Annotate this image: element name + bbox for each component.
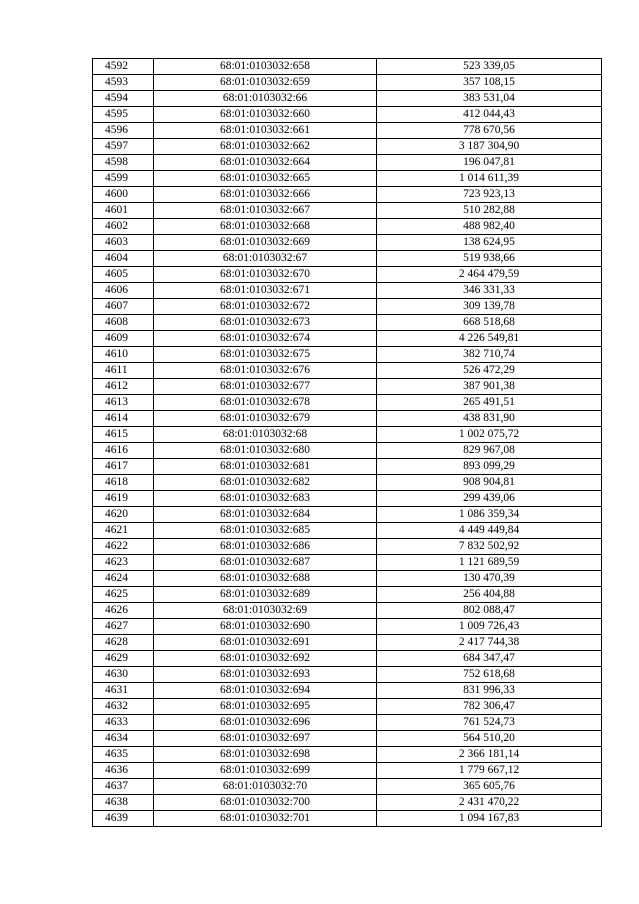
cadastral-value-cell: 1 009 726,43 (377, 619, 602, 635)
row-number-cell: 4604 (93, 251, 154, 267)
cadastral-value-cell: 752 618,68 (377, 667, 602, 683)
cadastral-value-cell: 3 187 304,90 (377, 139, 602, 155)
table-row (93, 507, 602, 523)
row-number-cell: 4606 (93, 283, 154, 299)
table-row (93, 203, 602, 219)
row-number-cell: 4635 (93, 747, 154, 763)
cadastral-value-cell: 387 901,38 (377, 379, 602, 395)
table-row (93, 683, 602, 699)
row-number-cell: 4615 (93, 427, 154, 443)
row-number-cell: 4633 (93, 715, 154, 731)
row-number-cell: 4613 (93, 395, 154, 411)
cadastral-value-cell: 1 121 689,59 (377, 555, 602, 571)
table-row (93, 587, 602, 603)
table-row (93, 59, 602, 75)
cadastral-number-cell: 68:01:0103032:681 (154, 459, 377, 475)
table-row (93, 251, 602, 267)
row-number-cell: 4597 (93, 139, 154, 155)
cadastral-value-cell: 2 417 744,38 (377, 635, 602, 651)
table-row (93, 107, 602, 123)
table-row (93, 267, 602, 283)
row-number-cell: 4594 (93, 91, 154, 107)
table-row (93, 539, 602, 555)
cadastral-value-cell: 1 086 359,34 (377, 507, 602, 523)
cadastral-value-cell: 893 099,29 (377, 459, 602, 475)
table-row (93, 747, 602, 763)
cadastral-number-cell: 68:01:0103032:691 (154, 635, 377, 651)
cadastral-value-table (92, 58, 602, 827)
cadastral-number-cell: 68:01:0103032:670 (154, 267, 377, 283)
row-number-cell: 4595 (93, 107, 154, 123)
cadastral-number-cell: 68:01:0103032:664 (154, 155, 377, 171)
table-row (93, 395, 602, 411)
row-number-cell: 4625 (93, 587, 154, 603)
table-row (93, 443, 602, 459)
table-row (93, 619, 602, 635)
row-number-cell: 4629 (93, 651, 154, 667)
cadastral-value-cell: 1 014 611,39 (377, 171, 602, 187)
table-row (93, 123, 602, 139)
cadastral-number-cell: 68:01:0103032:674 (154, 331, 377, 347)
cadastral-number-cell: 68:01:0103032:661 (154, 123, 377, 139)
cadastral-value-cell: 383 531,04 (377, 91, 602, 107)
table-row (93, 363, 602, 379)
row-number-cell: 4618 (93, 475, 154, 491)
table-row (93, 379, 602, 395)
row-number-cell: 4637 (93, 779, 154, 795)
table-row (93, 603, 602, 619)
row-number-cell: 4632 (93, 699, 154, 715)
cadastral-number-cell: 68:01:0103032:692 (154, 651, 377, 667)
row-number-cell: 4639 (93, 811, 154, 827)
row-number-cell: 4634 (93, 731, 154, 747)
cadastral-value-cell: 357 108,15 (377, 75, 602, 91)
cadastral-number-cell: 68:01:0103032:699 (154, 763, 377, 779)
cadastral-value-cell: 829 967,08 (377, 443, 602, 459)
cadastral-number-cell: 68:01:0103032:693 (154, 667, 377, 683)
table-row (93, 331, 602, 347)
table-row (93, 75, 602, 91)
cadastral-value-cell: 138 624,95 (377, 235, 602, 251)
table-row (93, 475, 602, 491)
row-number-cell: 4638 (93, 795, 154, 811)
cadastral-number-cell: 68:01:0103032:665 (154, 171, 377, 187)
cadastral-value-cell: 526 472,29 (377, 363, 602, 379)
cadastral-value-cell: 346 331,33 (377, 283, 602, 299)
cadastral-value-cell: 782 306,47 (377, 699, 602, 715)
table-row (93, 171, 602, 187)
table-row (93, 219, 602, 235)
cadastral-number-cell: 68:01:0103032:66 (154, 91, 377, 107)
table-row (93, 139, 602, 155)
cadastral-value-cell: 2 431 470,22 (377, 795, 602, 811)
cadastral-value-cell: 7 832 502,92 (377, 539, 602, 555)
cadastral-value-cell: 196 047,81 (377, 155, 602, 171)
cadastral-number-cell: 68:01:0103032:659 (154, 75, 377, 91)
cadastral-value-cell: 831 996,33 (377, 683, 602, 699)
cadastral-number-cell: 68:01:0103032:69 (154, 603, 377, 619)
row-number-cell: 4601 (93, 203, 154, 219)
cadastral-number-cell: 68:01:0103032:682 (154, 475, 377, 491)
table-row (93, 763, 602, 779)
row-number-cell: 4608 (93, 315, 154, 331)
row-number-cell: 4621 (93, 523, 154, 539)
table-row (93, 315, 602, 331)
row-number-cell: 4624 (93, 571, 154, 587)
row-number-cell: 4616 (93, 443, 154, 459)
row-number-cell: 4626 (93, 603, 154, 619)
table-row (93, 635, 602, 651)
cadastral-value-cell: 778 670,56 (377, 123, 602, 139)
cadastral-value-cell: 4 449 449,84 (377, 523, 602, 539)
row-number-cell: 4612 (93, 379, 154, 395)
table-row (93, 427, 602, 443)
cadastral-number-cell: 68:01:0103032:679 (154, 411, 377, 427)
cadastral-value-cell: 523 339,05 (377, 59, 602, 75)
cadastral-number-cell: 68:01:0103032:678 (154, 395, 377, 411)
table-row (93, 491, 602, 507)
cadastral-value-cell: 4 226 549,81 (377, 331, 602, 347)
table-row (93, 187, 602, 203)
cadastral-number-cell: 68:01:0103032:688 (154, 571, 377, 587)
table-row (93, 155, 602, 171)
cadastral-value-cell: 1 002 075,72 (377, 427, 602, 443)
cadastral-value-cell: 761 524,73 (377, 715, 602, 731)
cadastral-value-cell: 256 404,88 (377, 587, 602, 603)
cadastral-number-cell: 68:01:0103032:672 (154, 299, 377, 315)
row-number-cell: 4623 (93, 555, 154, 571)
table-row (93, 459, 602, 475)
row-number-cell: 4605 (93, 267, 154, 283)
cadastral-number-cell: 68:01:0103032:675 (154, 347, 377, 363)
cadastral-number-cell: 68:01:0103032:668 (154, 219, 377, 235)
table-row (93, 523, 602, 539)
row-number-cell: 4628 (93, 635, 154, 651)
cadastral-number-cell: 68:01:0103032:677 (154, 379, 377, 395)
row-number-cell: 4592 (93, 59, 154, 75)
row-number-cell: 4617 (93, 459, 154, 475)
cadastral-number-cell: 68:01:0103032:666 (154, 187, 377, 203)
cadastral-value-cell: 309 139,78 (377, 299, 602, 315)
row-number-cell: 4614 (93, 411, 154, 427)
cadastral-value-cell: 684 347,47 (377, 651, 602, 667)
cadastral-value-cell: 668 518,68 (377, 315, 602, 331)
table-row (93, 811, 602, 827)
cadastral-number-cell: 68:01:0103032:694 (154, 683, 377, 699)
cadastral-number-cell: 68:01:0103032:658 (154, 59, 377, 75)
table-row (93, 235, 602, 251)
table-row (93, 555, 602, 571)
row-number-cell: 4603 (93, 235, 154, 251)
row-number-cell: 4598 (93, 155, 154, 171)
cadastral-value-cell: 510 282,88 (377, 203, 602, 219)
cadastral-number-cell: 68:01:0103032:671 (154, 283, 377, 299)
cadastral-value-cell: 412 044,43 (377, 107, 602, 123)
row-number-cell: 4607 (93, 299, 154, 315)
row-number-cell: 4630 (93, 667, 154, 683)
table-row (93, 283, 602, 299)
row-number-cell: 4636 (93, 763, 154, 779)
table-row (93, 715, 602, 731)
row-number-cell: 4600 (93, 187, 154, 203)
cadastral-value-cell: 519 938,66 (377, 251, 602, 267)
cadastral-value-cell: 2 464 479,59 (377, 267, 602, 283)
row-number-cell: 4627 (93, 619, 154, 635)
row-number-cell: 4620 (93, 507, 154, 523)
row-number-cell: 4619 (93, 491, 154, 507)
cadastral-value-cell: 1 779 667,12 (377, 763, 602, 779)
row-number-cell: 4610 (93, 347, 154, 363)
table-row (93, 699, 602, 715)
cadastral-number-cell: 68:01:0103032:689 (154, 587, 377, 603)
cadastral-number-cell: 68:01:0103032:685 (154, 523, 377, 539)
cadastral-number-cell: 68:01:0103032:673 (154, 315, 377, 331)
table-body (93, 59, 602, 827)
cadastral-number-cell: 68:01:0103032:676 (154, 363, 377, 379)
cadastral-value-cell: 723 923,13 (377, 187, 602, 203)
row-number-cell: 4611 (93, 363, 154, 379)
cadastral-number-cell: 68:01:0103032:700 (154, 795, 377, 811)
cadastral-value-cell: 2 366 181,14 (377, 747, 602, 763)
cadastral-number-cell: 68:01:0103032:667 (154, 203, 377, 219)
table-row (93, 571, 602, 587)
cadastral-number-cell: 68:01:0103032:698 (154, 747, 377, 763)
cadastral-value-cell: 382 710,74 (377, 347, 602, 363)
table-row (93, 347, 602, 363)
cadastral-number-cell: 68:01:0103032:683 (154, 491, 377, 507)
table-row (93, 299, 602, 315)
cadastral-value-cell: 365 605,76 (377, 779, 602, 795)
cadastral-number-cell: 68:01:0103032:695 (154, 699, 377, 715)
table-row (93, 779, 602, 795)
table-row (93, 411, 602, 427)
cadastral-number-cell: 68:01:0103032:687 (154, 555, 377, 571)
table-row (93, 731, 602, 747)
cadastral-number-cell: 68:01:0103032:662 (154, 139, 377, 155)
cadastral-number-cell: 68:01:0103032:67 (154, 251, 377, 267)
row-number-cell: 4602 (93, 219, 154, 235)
table-row (93, 667, 602, 683)
row-number-cell: 4599 (93, 171, 154, 187)
table-row (93, 91, 602, 107)
table-row (93, 795, 602, 811)
cadastral-number-cell: 68:01:0103032:669 (154, 235, 377, 251)
cadastral-value-cell: 438 831,90 (377, 411, 602, 427)
cadastral-number-cell: 68:01:0103032:697 (154, 731, 377, 747)
cadastral-number-cell: 68:01:0103032:680 (154, 443, 377, 459)
row-number-cell: 4593 (93, 75, 154, 91)
row-number-cell: 4596 (93, 123, 154, 139)
cadastral-value-cell: 564 510,20 (377, 731, 602, 747)
cadastral-number-cell: 68:01:0103032:690 (154, 619, 377, 635)
cadastral-value-cell: 130 470,39 (377, 571, 602, 587)
cadastral-number-cell: 68:01:0103032:70 (154, 779, 377, 795)
table-row (93, 651, 602, 667)
cadastral-number-cell: 68:01:0103032:660 (154, 107, 377, 123)
row-number-cell: 4631 (93, 683, 154, 699)
cadastral-number-cell: 68:01:0103032:684 (154, 507, 377, 523)
cadastral-value-cell: 265 491,51 (377, 395, 602, 411)
cadastral-number-cell: 68:01:0103032:68 (154, 427, 377, 443)
cadastral-number-cell: 68:01:0103032:701 (154, 811, 377, 827)
row-number-cell: 4622 (93, 539, 154, 555)
cadastral-value-cell: 488 982,40 (377, 219, 602, 235)
row-number-cell: 4609 (93, 331, 154, 347)
cadastral-value-cell: 802 088,47 (377, 603, 602, 619)
cadastral-value-cell: 299 439,06 (377, 491, 602, 507)
cadastral-number-cell: 68:01:0103032:686 (154, 539, 377, 555)
cadastral-number-cell: 68:01:0103032:696 (154, 715, 377, 731)
cadastral-value-cell: 1 094 167,83 (377, 811, 602, 827)
cadastral-value-cell: 908 904,81 (377, 475, 602, 491)
